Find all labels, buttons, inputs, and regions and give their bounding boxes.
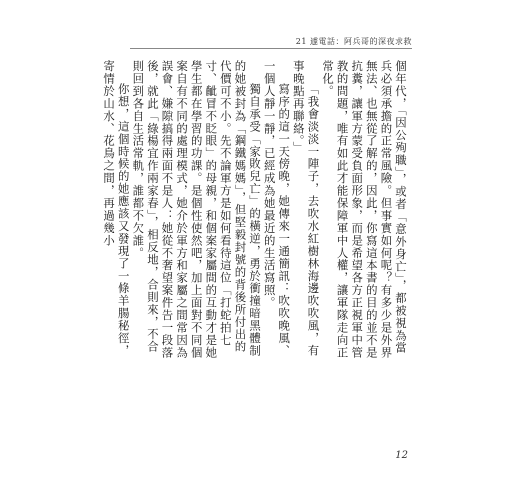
- paragraph-2: 「我會淡淡一陣子，去吹水紅樹林海邊吹吹風，有事晚點再聯絡。」: [291, 60, 321, 357]
- header-rule: [130, 48, 412, 49]
- paragraph-4: 獨自承受「家敗兒亡」的橫逆，勇於衝撞暗黑體制的她被封為「鋼鐵媽媽」，但堅毅封號的背後所付出的代價可不小。先不論軍方是如何看待這位「打蛇拍七寸、齜冒不眨眼」的母親，和個案家屬間的互動才是她學生都在學習的功課。是個性使然吧，加上面對不同個案自有不同的處理模式，她介於軍方和家屬之間常因為誤會、嫌隙搞得兩面不是人：她從不奢望案件告一段落後，就此「綠楊宜作兩家春」，相反地，合則來，不合則回到各自生活常軌，誰都不欠誰。: [131, 60, 263, 359]
- page-number: 12: [395, 450, 408, 461]
- body-text: [102, 60, 408, 360]
- paragraph-5: 你想，這個時候的她應該又發現了一條羊腸秘徑，寄情於山水、花鳥之間，再過幾小: [102, 60, 131, 357]
- paragraph-3: 寫序的這一天傍晚，她傳來一通簡訊：吹吹晚風、一個人靜一靜，已經成為她最近的生活寫照。: [262, 60, 292, 357]
- paragraph-1: 個年代，「因公殉職」，或者「意外身亡」，都被視為當兵必須承擔的正常風險。但事實如何呢？有多少是外界無法、也無從了解的，因此，你寫這本書的目的並不是抗糞，讓軍方蒙受負面形象，而是希望各方正視軍中管教的問題，唯有如此才能保障軍中人權，讓軍隊走向正常化。: [321, 60, 408, 359]
- running-header: 21 遽電話：阿兵哥的深夜求救: [295, 37, 412, 46]
